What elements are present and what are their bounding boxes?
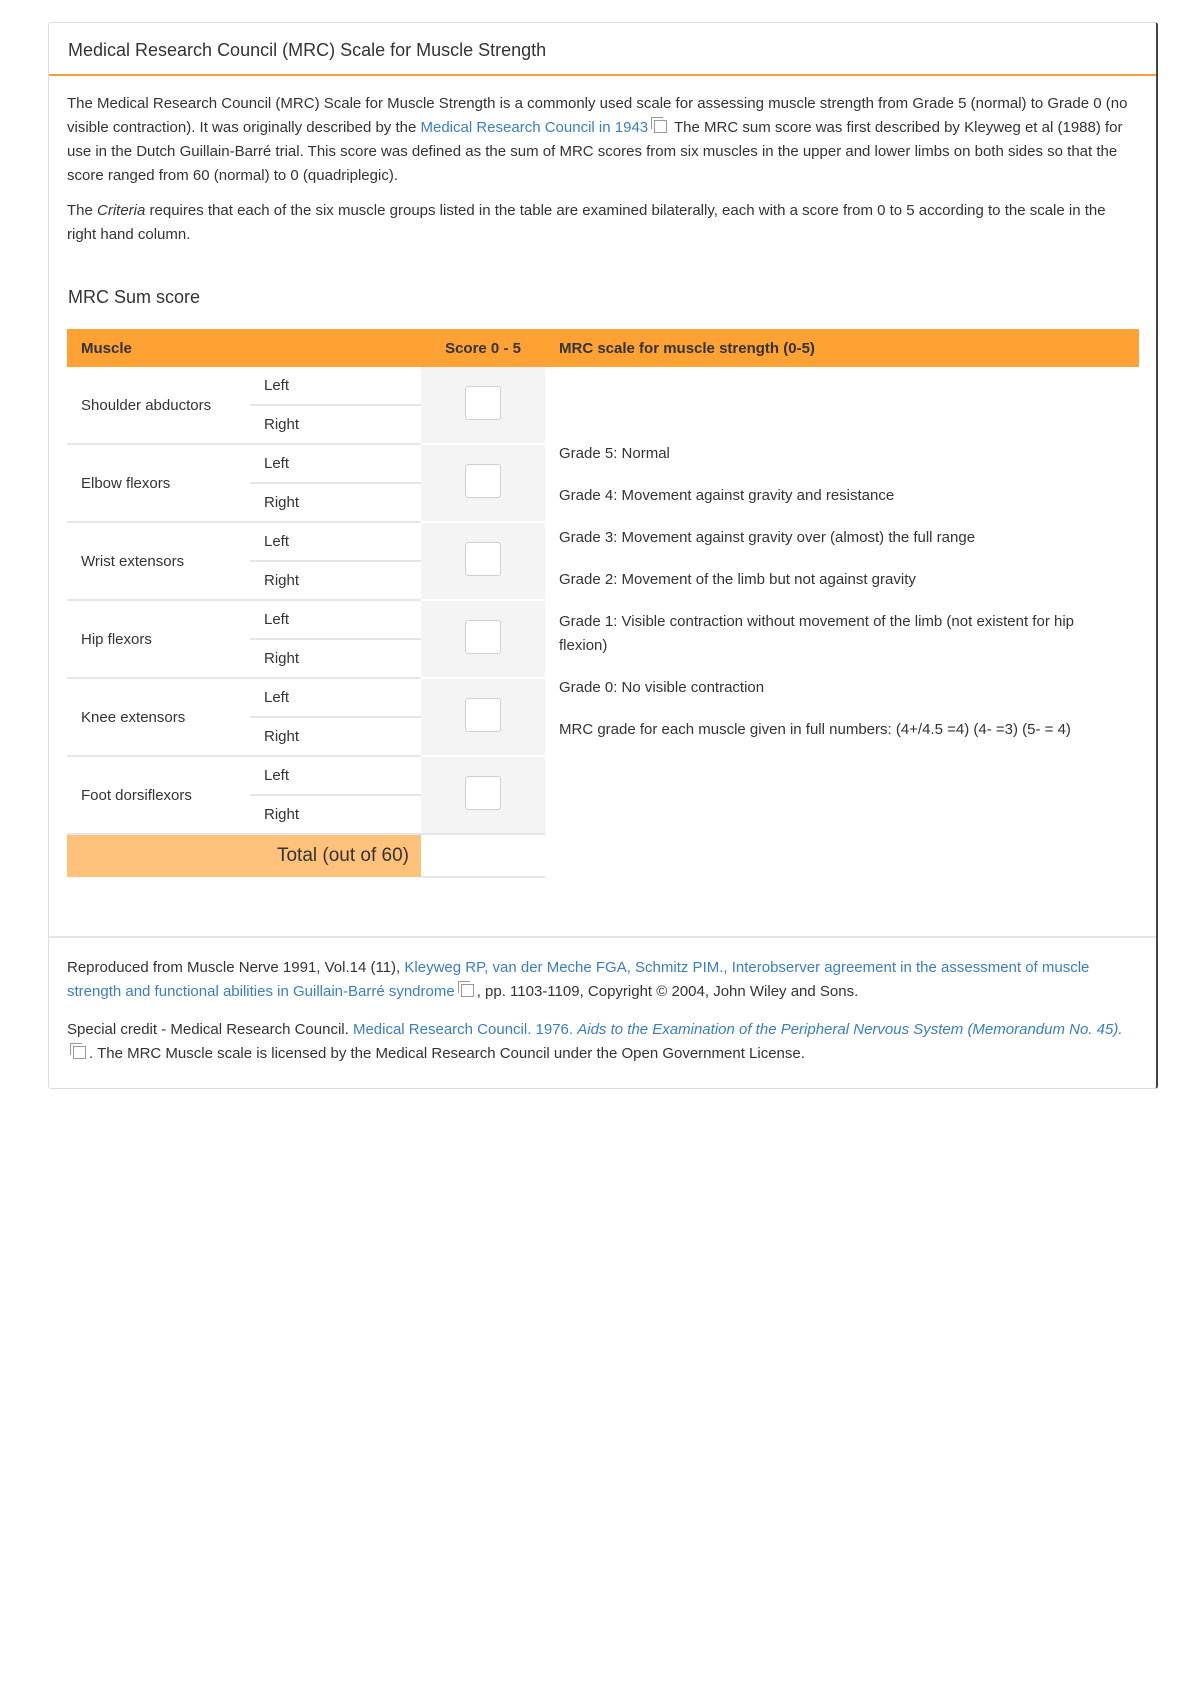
mrc-panel [48,22,1158,1089]
muscle-name: Elbow flexors [67,444,250,522]
score-header: Score 0 - 5 [421,329,545,367]
score-cell [421,678,545,756]
score-input-hip-flexors[interactable] [465,620,501,654]
external-link-icon[interactable] [654,120,667,133]
reference-2-text: Special credit - Medical Research Council. [67,1021,353,1038]
external-link-icon[interactable] [461,984,474,997]
side-right: Right [250,405,421,444]
panel-body [49,76,1156,878]
grade-2: Grade 2: Movement of the limb but not against gravity [559,570,916,588]
kleyweg-reference-link[interactable]: Kleyweg RP, van der Meche FGA, Schmitz PIM., Interobserver agreement in the assessment of muscle strength and functional abilities in Guillain-Barré syndrome [67,959,1090,1000]
score-cell [421,756,545,834]
criteria-emphasis: Criteria [97,202,146,219]
side-right: Right [250,561,421,600]
side-left: Left [264,377,290,394]
score-input-knee-extensors[interactable] [465,698,501,732]
reference-2 [67,1018,1138,1066]
table-row [67,367,1139,405]
score-cell [421,522,545,600]
grade-4: Grade 4: Movement against gravity and resistance [559,486,895,504]
panel-title: Medical Research Council (MRC) Scale for Muscle Strength [49,23,1156,76]
external-link-icon[interactable] [73,1046,86,1059]
total-spacer [545,834,1139,877]
total-row [67,834,1139,877]
side-left: Left [250,522,421,561]
muscle-name: Shoulder abductors [81,396,212,414]
grade-0: Grade 0: No visible contraction [559,678,765,696]
criteria-text-cont: requires that each of the six muscle groups listed in the table are examined bilaterally, each with a score from 0 to 5 according to the scale in the right hand column. [67,202,1106,243]
grade-3: Grade 3: Movement against gravity over (almost) the full range [559,528,976,546]
muscle-header: Muscle [67,329,421,367]
table-header-row [67,329,1139,367]
mrc-table [67,329,1139,878]
intro-paragraph-2 [67,199,1138,247]
score-input-elbow-flexors[interactable] [465,464,501,498]
reference-2-text-cont: . The MRC Muscle scale is licensed by the Medical Research Council under the Open Government License. [89,1045,805,1062]
reference-1-text-cont: , pp. 1103-1109, Copyright © 2004, John Wiley and Sons. [476,983,859,1000]
side-left: Left [250,756,421,795]
reference-1 [67,956,1138,1004]
intro-text: The Medical Research Council (MRC) Scale for Muscle Strength is a commonly used scale for assessing muscle strength from Grade 5 (normal) to Grade 0 (no visible contraction). It was originally described by the [67,95,1128,136]
grade-note: MRC grade for each muscle given in full numbers: (4+/4.5 =4) (4- =3) (5- = 4) [559,720,1071,738]
muscle-name: Knee extensors [67,678,250,756]
score-input-shoulder-abductors[interactable] [465,386,501,420]
mrc-memorandum-title[interactable]: Aids to the Examination of the Peripheral Nervous System (Memorandum No. 45). [577,1021,1123,1038]
mrc-1943-link[interactable]: Medical Research Council in 1943 [420,119,649,136]
side-right: Right [250,483,421,522]
side-left: Left [250,600,421,639]
total-label: Total (out of 60) [67,834,421,877]
muscle-name: Wrist extensors [67,522,250,600]
muscle-name: Hip flexors [67,600,250,678]
mrc-1976-link-text[interactable]: Medical Research Council. 1976. [352,1021,578,1038]
side-right: Right [250,795,421,834]
intro-text-cont: The MRC sum score was first described by Kleyweg et al (1988) for use in the Dutch Guillain-Barré trial. This score was defined as the sum of MRC scores from six muscles in the upper and lower limbs on both sides so that the score ranged from 60 (normal) to 0 (quadriplegic). [67,119,1123,184]
score-input-foot-dorsiflexors[interactable] [465,776,501,810]
score-cell [421,367,545,444]
grade-list [545,367,1139,834]
score-cell [421,444,545,522]
score-cell [421,600,545,678]
mrc-1976-link[interactable] [353,1021,1123,1038]
section-title: MRC Sum score [68,287,201,307]
criteria-text: The [67,202,98,219]
side-right: Right [250,717,421,756]
side-left: Left [250,444,421,483]
grade-1: Grade 1: Visible contraction without movement of the limb (not existent for hip flexion) [559,612,1074,654]
grade-5: Grade 5: Normal [559,444,670,462]
reference-1-text: Reproduced from Muscle Nerve 1991, Vol.14 (11), [67,959,405,976]
scale-header: MRC scale for muscle strength (0-5) [545,329,1139,367]
muscle-name: Foot dorsiflexors [67,756,250,834]
intro-paragraph-1 [67,92,1138,188]
side-right: Right [250,639,421,678]
total-value [421,834,545,877]
score-input-wrist-extensors[interactable] [465,542,501,576]
panel-footer [49,936,1156,1080]
side-left: Left [250,678,421,717]
